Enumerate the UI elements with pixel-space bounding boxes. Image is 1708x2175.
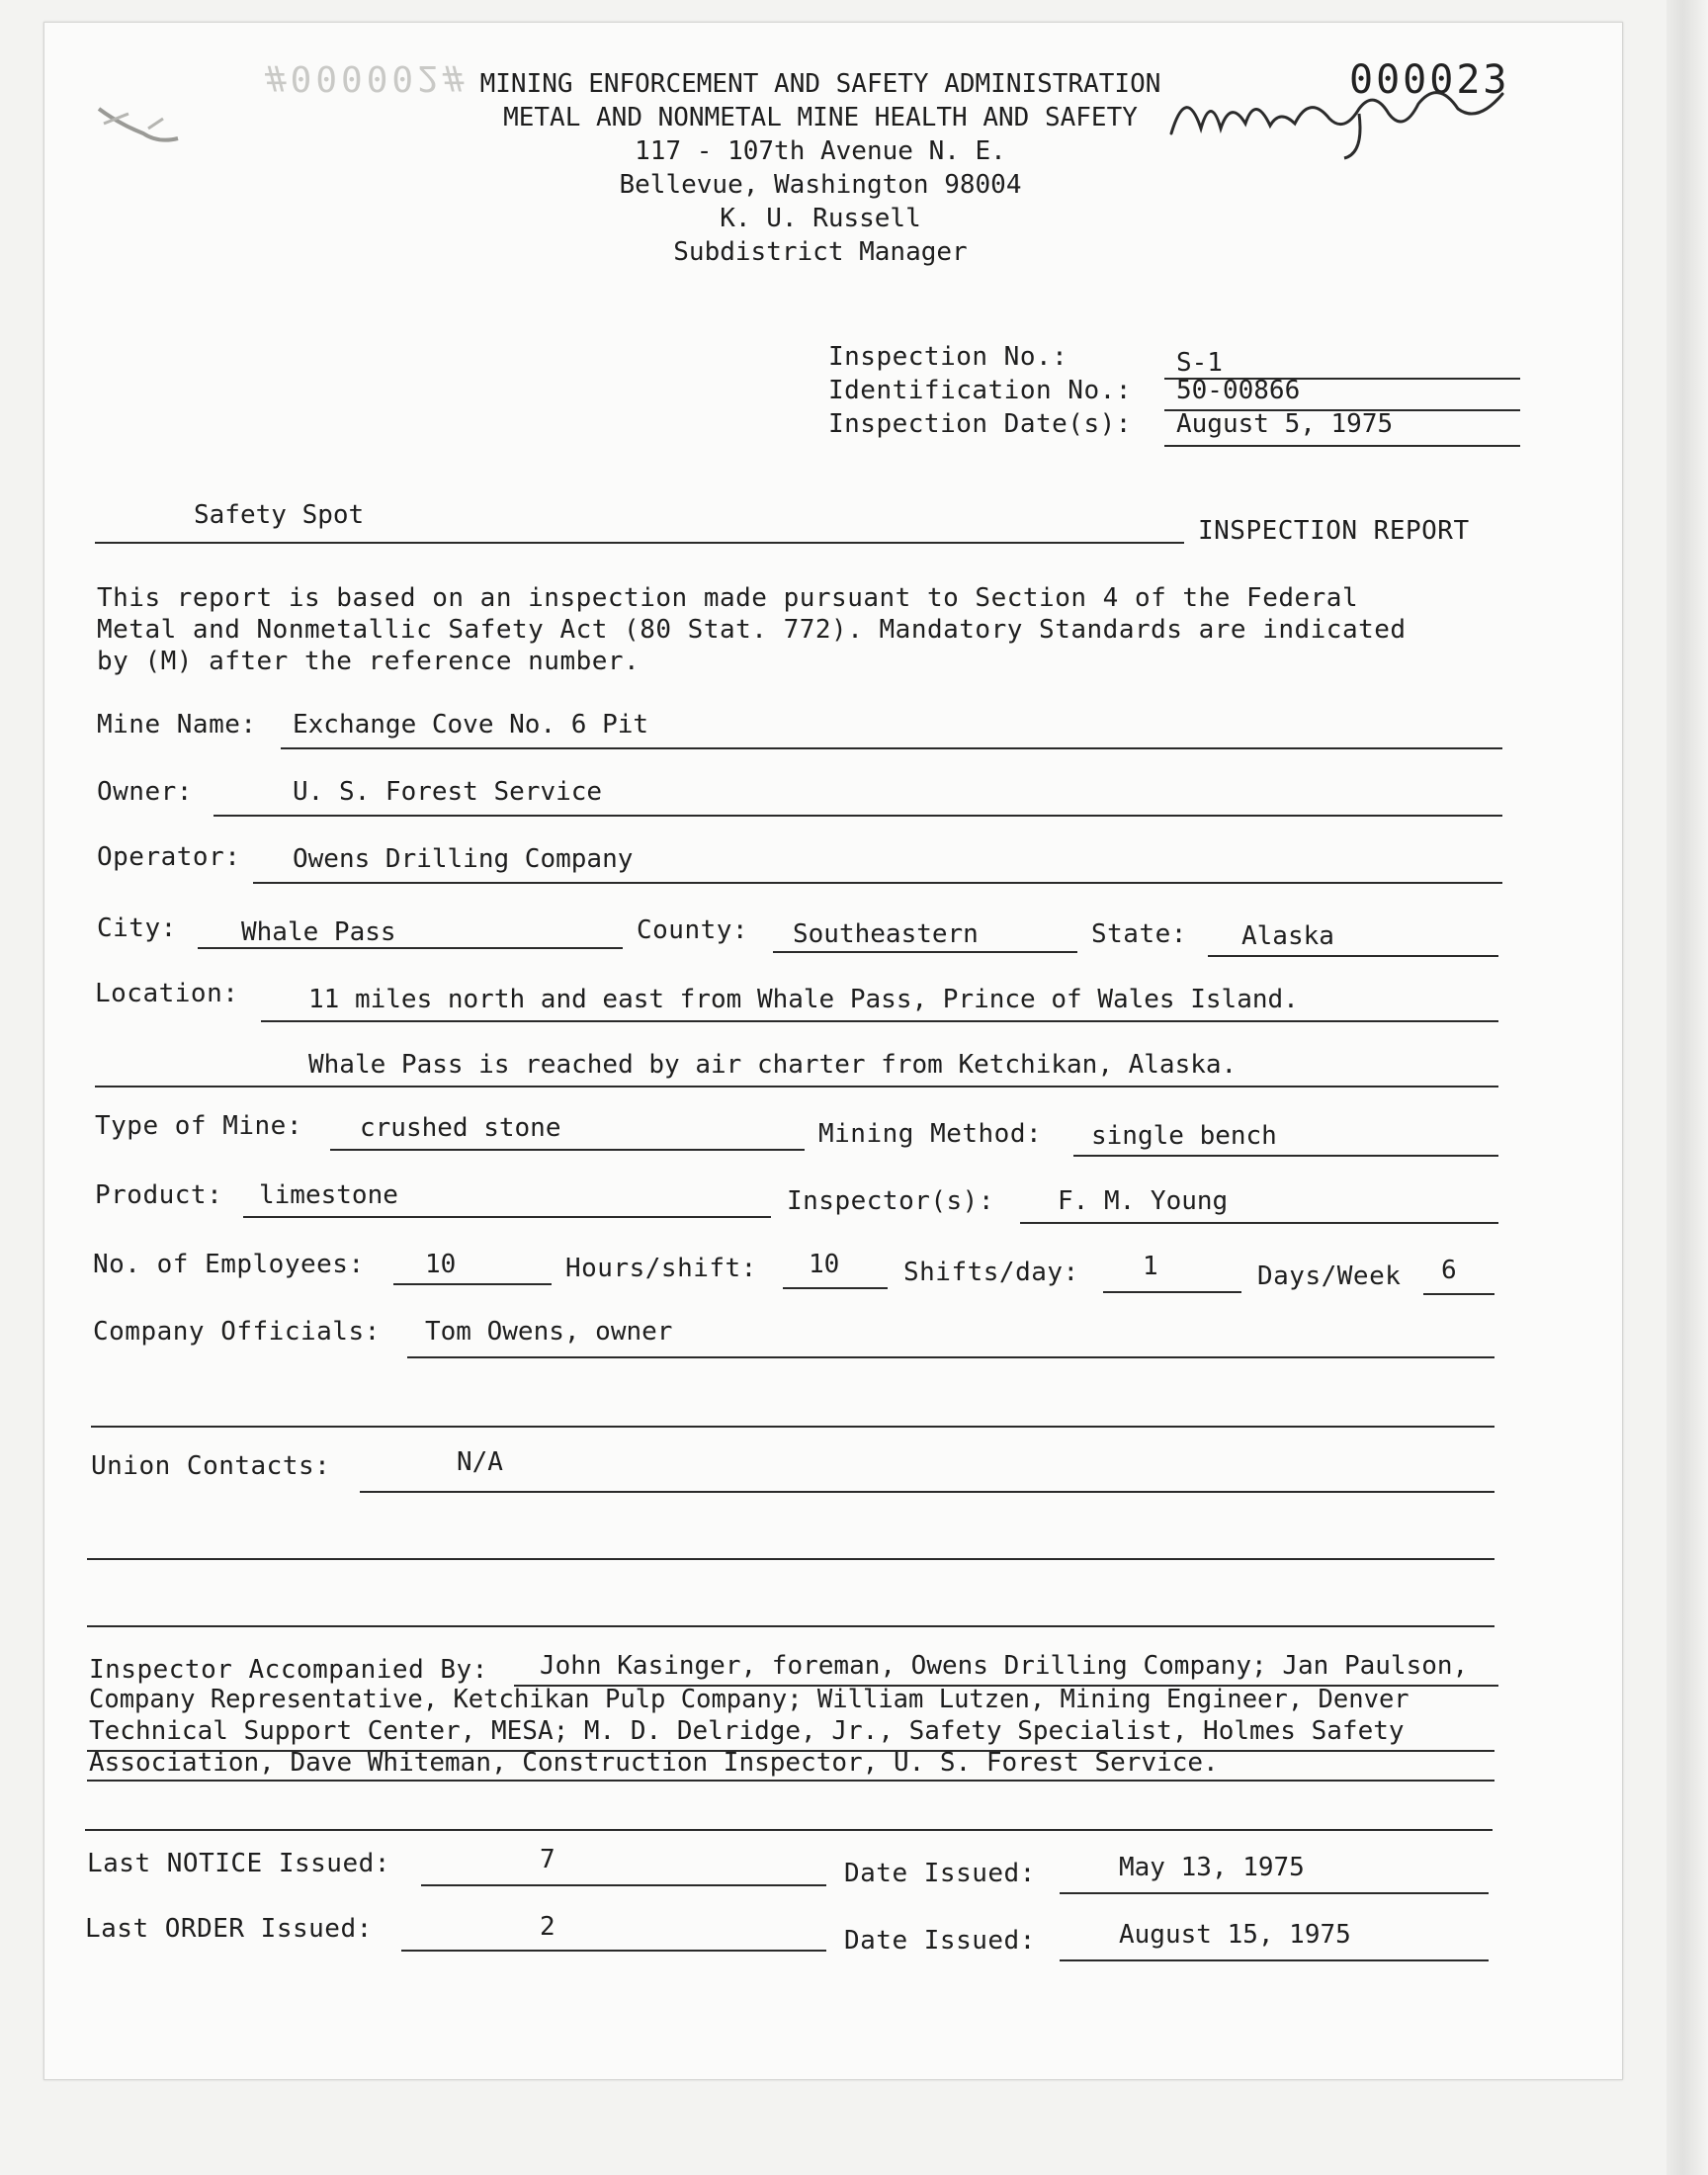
type-of-mine-label: Type of Mine: <box>95 1111 302 1141</box>
accompanied-by-label: Inspector Accompanied By: <box>89 1655 488 1685</box>
order-date-issued-value: August 15, 1975 <box>1119 1920 1351 1950</box>
union-contacts-line <box>360 1491 1494 1493</box>
company-officials-line-2 <box>91 1426 1494 1428</box>
last-notice-value: 7 <box>540 1845 555 1874</box>
header-agency: MINING ENFORCEMENT AND SAFETY ADMINISTRATION <box>479 69 1161 99</box>
state-value: Alaska <box>1241 921 1334 951</box>
days-per-week-value: 6 <box>1441 1256 1457 1285</box>
header-street: 117 - 107th Avenue N. E. <box>635 136 1006 166</box>
accompanied-by-line-2 <box>87 1750 1494 1752</box>
inspector-line <box>1020 1222 1498 1224</box>
inspection-no-value: S-1 <box>1176 348 1223 378</box>
owner-value: U. S. Forest Service <box>293 777 603 807</box>
product-line <box>243 1216 771 1218</box>
operator-value: Owens Drilling Company <box>293 844 634 874</box>
accompanied-by-line-3 <box>87 1780 1494 1782</box>
inspection-date-label: Inspection Date(s): <box>828 409 1132 439</box>
report-type-value: Safety Spot <box>194 500 365 530</box>
last-order-value: 2 <box>540 1912 555 1942</box>
bleed-through-number: #000002# <box>265 57 469 98</box>
accompanied-by-value: John Kasinger, foreman, Owens Drilling Company; Jan Paulson, <box>540 1651 1469 1681</box>
shifts-per-day-value: 1 <box>1143 1252 1158 1281</box>
accompanied-by-line-4 <box>85 1829 1493 1831</box>
operator-label: Operator: <box>97 842 241 872</box>
location-label: Location: <box>95 979 239 1008</box>
inspection-no-label: Inspection No.: <box>828 342 1068 372</box>
city-label: City: <box>97 914 177 943</box>
header-division: METAL AND NONMETAL MINE HEALTH AND SAFETY <box>503 103 1138 132</box>
days-per-week-line <box>1423 1293 1494 1295</box>
hours-per-shift-label: Hours/shift: <box>565 1254 757 1283</box>
notice-date-issued-value: May 13, 1975 <box>1119 1853 1305 1882</box>
mine-name-value: Exchange Cove No. 6 Pit <box>293 710 649 740</box>
union-contacts-label: Union Contacts: <box>91 1451 331 1481</box>
employees-value: 10 <box>425 1250 457 1279</box>
inspector-value: F. M. Young <box>1058 1186 1229 1216</box>
state-label: State: <box>1091 919 1187 949</box>
identification-no-label: Identification No.: <box>828 376 1132 405</box>
owner-label: Owner: <box>97 777 193 807</box>
accompanied-by-line <box>514 1685 1498 1687</box>
inspection-date-value: August 5, 1975 <box>1176 409 1394 439</box>
last-order-line <box>401 1950 826 1952</box>
county-label: County: <box>637 915 749 945</box>
header-city: Bellevue, Washington 98004 <box>619 170 1022 200</box>
location-line-1 <box>261 1020 1498 1022</box>
header-manager-title: Subdistrict Manager <box>673 237 968 267</box>
inspection-date-line <box>1164 445 1520 447</box>
report-title: INSPECTION REPORT <box>1198 516 1470 546</box>
location-value-line-1: 11 miles north and east from Whale Pass, Prince of Wales Island. <box>308 985 1299 1014</box>
report-type-line <box>95 542 1184 544</box>
shifts-per-day-line <box>1103 1291 1241 1293</box>
last-order-label: Last ORDER Issued: <box>85 1914 373 1944</box>
shifts-per-day-label: Shifts/day: <box>903 1258 1079 1287</box>
mine-name-label: Mine Name: <box>97 710 257 740</box>
last-notice-label: Last NOTICE Issued: <box>87 1849 390 1878</box>
county-value: Southeastern <box>793 919 979 949</box>
county-line <box>773 951 1077 953</box>
intro-line: Metal and Nonmetallic Safety Act (80 Stat. 772). Mandatory Standards are indicated <box>97 615 1407 645</box>
employees-line <box>393 1283 552 1285</box>
identification-no-value: 50-00866 <box>1176 376 1301 405</box>
company-officials-label: Company Officials: <box>93 1317 381 1347</box>
location-value-line-2: Whale Pass is reached by air charter from Ketchikan, Alaska. <box>308 1050 1238 1080</box>
scan-edge <box>1666 0 1708 2175</box>
order-date-issued-line <box>1060 1959 1489 1961</box>
product-value: limestone <box>259 1180 398 1210</box>
type-of-mine-value: crushed stone <box>360 1113 561 1143</box>
header-manager-name: K. U. Russell <box>720 204 921 233</box>
days-per-week-label: Days/Week <box>1257 1262 1402 1291</box>
company-officials-line <box>407 1356 1494 1358</box>
handwritten-signature <box>1161 54 1517 163</box>
notice-date-issued-line <box>1060 1892 1489 1894</box>
state-line <box>1208 955 1498 957</box>
hours-per-shift-value: 10 <box>809 1250 840 1279</box>
notice-date-issued-label: Date Issued: <box>844 1859 1036 1888</box>
employees-label: No. of Employees: <box>93 1250 365 1279</box>
type-of-mine-line <box>330 1149 805 1151</box>
inspector-label: Inspector(s): <box>787 1186 994 1216</box>
order-date-issued-label: Date Issued: <box>844 1926 1036 1956</box>
city-line <box>198 947 623 949</box>
mining-method-label: Mining Method: <box>818 1119 1043 1149</box>
company-officials-value: Tom Owens, owner <box>425 1317 673 1347</box>
accompanied-by-value: Association, Dave Whiteman, Construction Inspector, U. S. Forest Service. <box>89 1748 1219 1778</box>
hours-per-shift-line <box>783 1287 888 1289</box>
union-contacts-line-3 <box>87 1625 1494 1627</box>
mine-name-line <box>281 747 1502 749</box>
mining-method-value: single bench <box>1091 1121 1277 1151</box>
union-contacts-value: N/A <box>457 1447 503 1477</box>
union-contacts-line-2 <box>87 1558 1494 1560</box>
product-label: Product: <box>95 1180 223 1210</box>
city-value: Whale Pass <box>241 917 396 947</box>
accompanied-by-value: Company Representative, Ketchikan Pulp Company; William Lutzen, Mining Engineer, Denver <box>89 1685 1409 1714</box>
intro-line: by (M) after the reference number. <box>97 647 640 676</box>
intro-line: This report is based on an inspection made pursuant to Section 4 of the Federal <box>97 583 1359 613</box>
accompanied-by-value: Technical Support Center, MESA; M. D. Delridge, Jr., Safety Specialist, Holmes Safety <box>89 1716 1405 1746</box>
owner-line <box>214 815 1502 817</box>
mining-method-line <box>1073 1155 1498 1157</box>
page-stamp-number: 000023 <box>1349 57 1510 103</box>
operator-line <box>253 882 1502 884</box>
last-notice-line <box>421 1884 826 1886</box>
location-line-2 <box>95 1086 1498 1088</box>
